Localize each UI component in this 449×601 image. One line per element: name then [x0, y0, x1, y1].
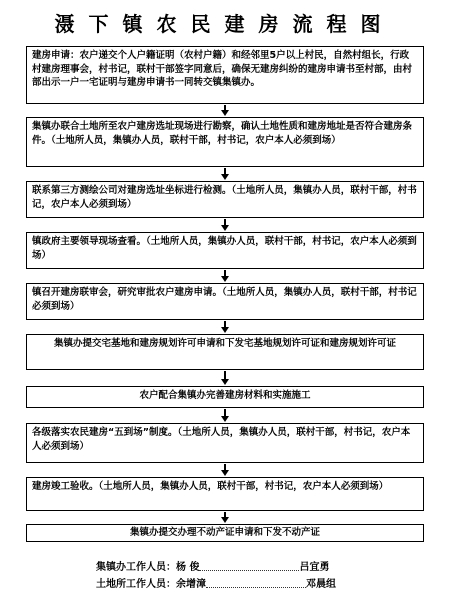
step-9-acceptance: 建房竣工验收。（土地所人员，集镇办人员，联村干部，村书记，农户本人必须到场）: [26, 477, 424, 511]
flow-arrow: [222, 371, 228, 385]
flow-arrow: [222, 270, 228, 282]
staff-row-town-office: [96, 558, 329, 573]
flow-arrow: [222, 219, 228, 231]
flow-arrow: [222, 512, 228, 523]
signature-leader: [199, 564, 299, 571]
step-2-survey: 集镇办联合土地所至农户建房选址现场进行勘察，确认土地性质和建房地址是否符合建房条件。（土地所人员，集镇办人员，联村干部，村书记，农户本人必须到场）: [26, 117, 424, 167]
step-4-leader-visit: 镇政府主要领导现场查看。（土地所人员，集镇办人员，联村干部，村书记，农户本人必须到场）: [26, 232, 424, 269]
flow-arrow: [222, 409, 228, 422]
step-3-mapping: 联系第三方测绘公司对建房选址坐标进行检测。（土地所人员，集镇办人员，联村干部，村书记，农户本人必须到场）: [26, 181, 424, 218]
step-10-property-cert: 集镇办提交办理不动产证申请和下发不动产证: [26, 524, 424, 542]
step-8-five-present: 各级落实农民建房“五到场”制度。（土地所人员，集镇办人员，联村干部，村书记，农户本人必须到场）: [26, 423, 424, 463]
staff-row-land-office: [96, 575, 336, 590]
flow-arrow: [222, 321, 228, 333]
flow-arrow: [222, 464, 228, 476]
signature-leader: [206, 581, 306, 588]
step-1-apply: 建房申请：农户递交个人户籍证明（农村户籍）和经邻里5户以上村民，自然村组长，行政村建房理事会，村书记，联村干部签字同意后，确保无建房纠纷的建房申请书至村部，由村部出示一户一宅证明与建房申请书一同转交镇集镇办。: [26, 46, 424, 104]
step-7-construction: 农户配合集镇办完善建房材料和实施施工: [26, 386, 424, 408]
flow-arrow: [222, 105, 228, 116]
page-title: 滠下镇农民建房流程图: [54, 12, 395, 36]
step-5-joint-review: 镇召开建房联审会，研究审批农户建房申请。（土地所人员，集镇办人员，联村干部，村书记必须到场）: [26, 283, 424, 320]
staff-name: 杨 俊: [176, 562, 200, 573]
flow-arrow: [222, 168, 228, 180]
staff-name: 邓晨组: [306, 579, 336, 590]
staff-label: 土地所工作人员：: [96, 579, 176, 590]
staff-label: 集镇办工作人员：: [96, 562, 176, 573]
staff-name: 余增漳: [176, 579, 206, 590]
staff-name: 吕宜勇: [299, 562, 330, 573]
step-6-permit: 集镇办提交宅基地和建房规划许可申请和下发宅基地规划许可证和建房规划许可证: [26, 334, 424, 370]
